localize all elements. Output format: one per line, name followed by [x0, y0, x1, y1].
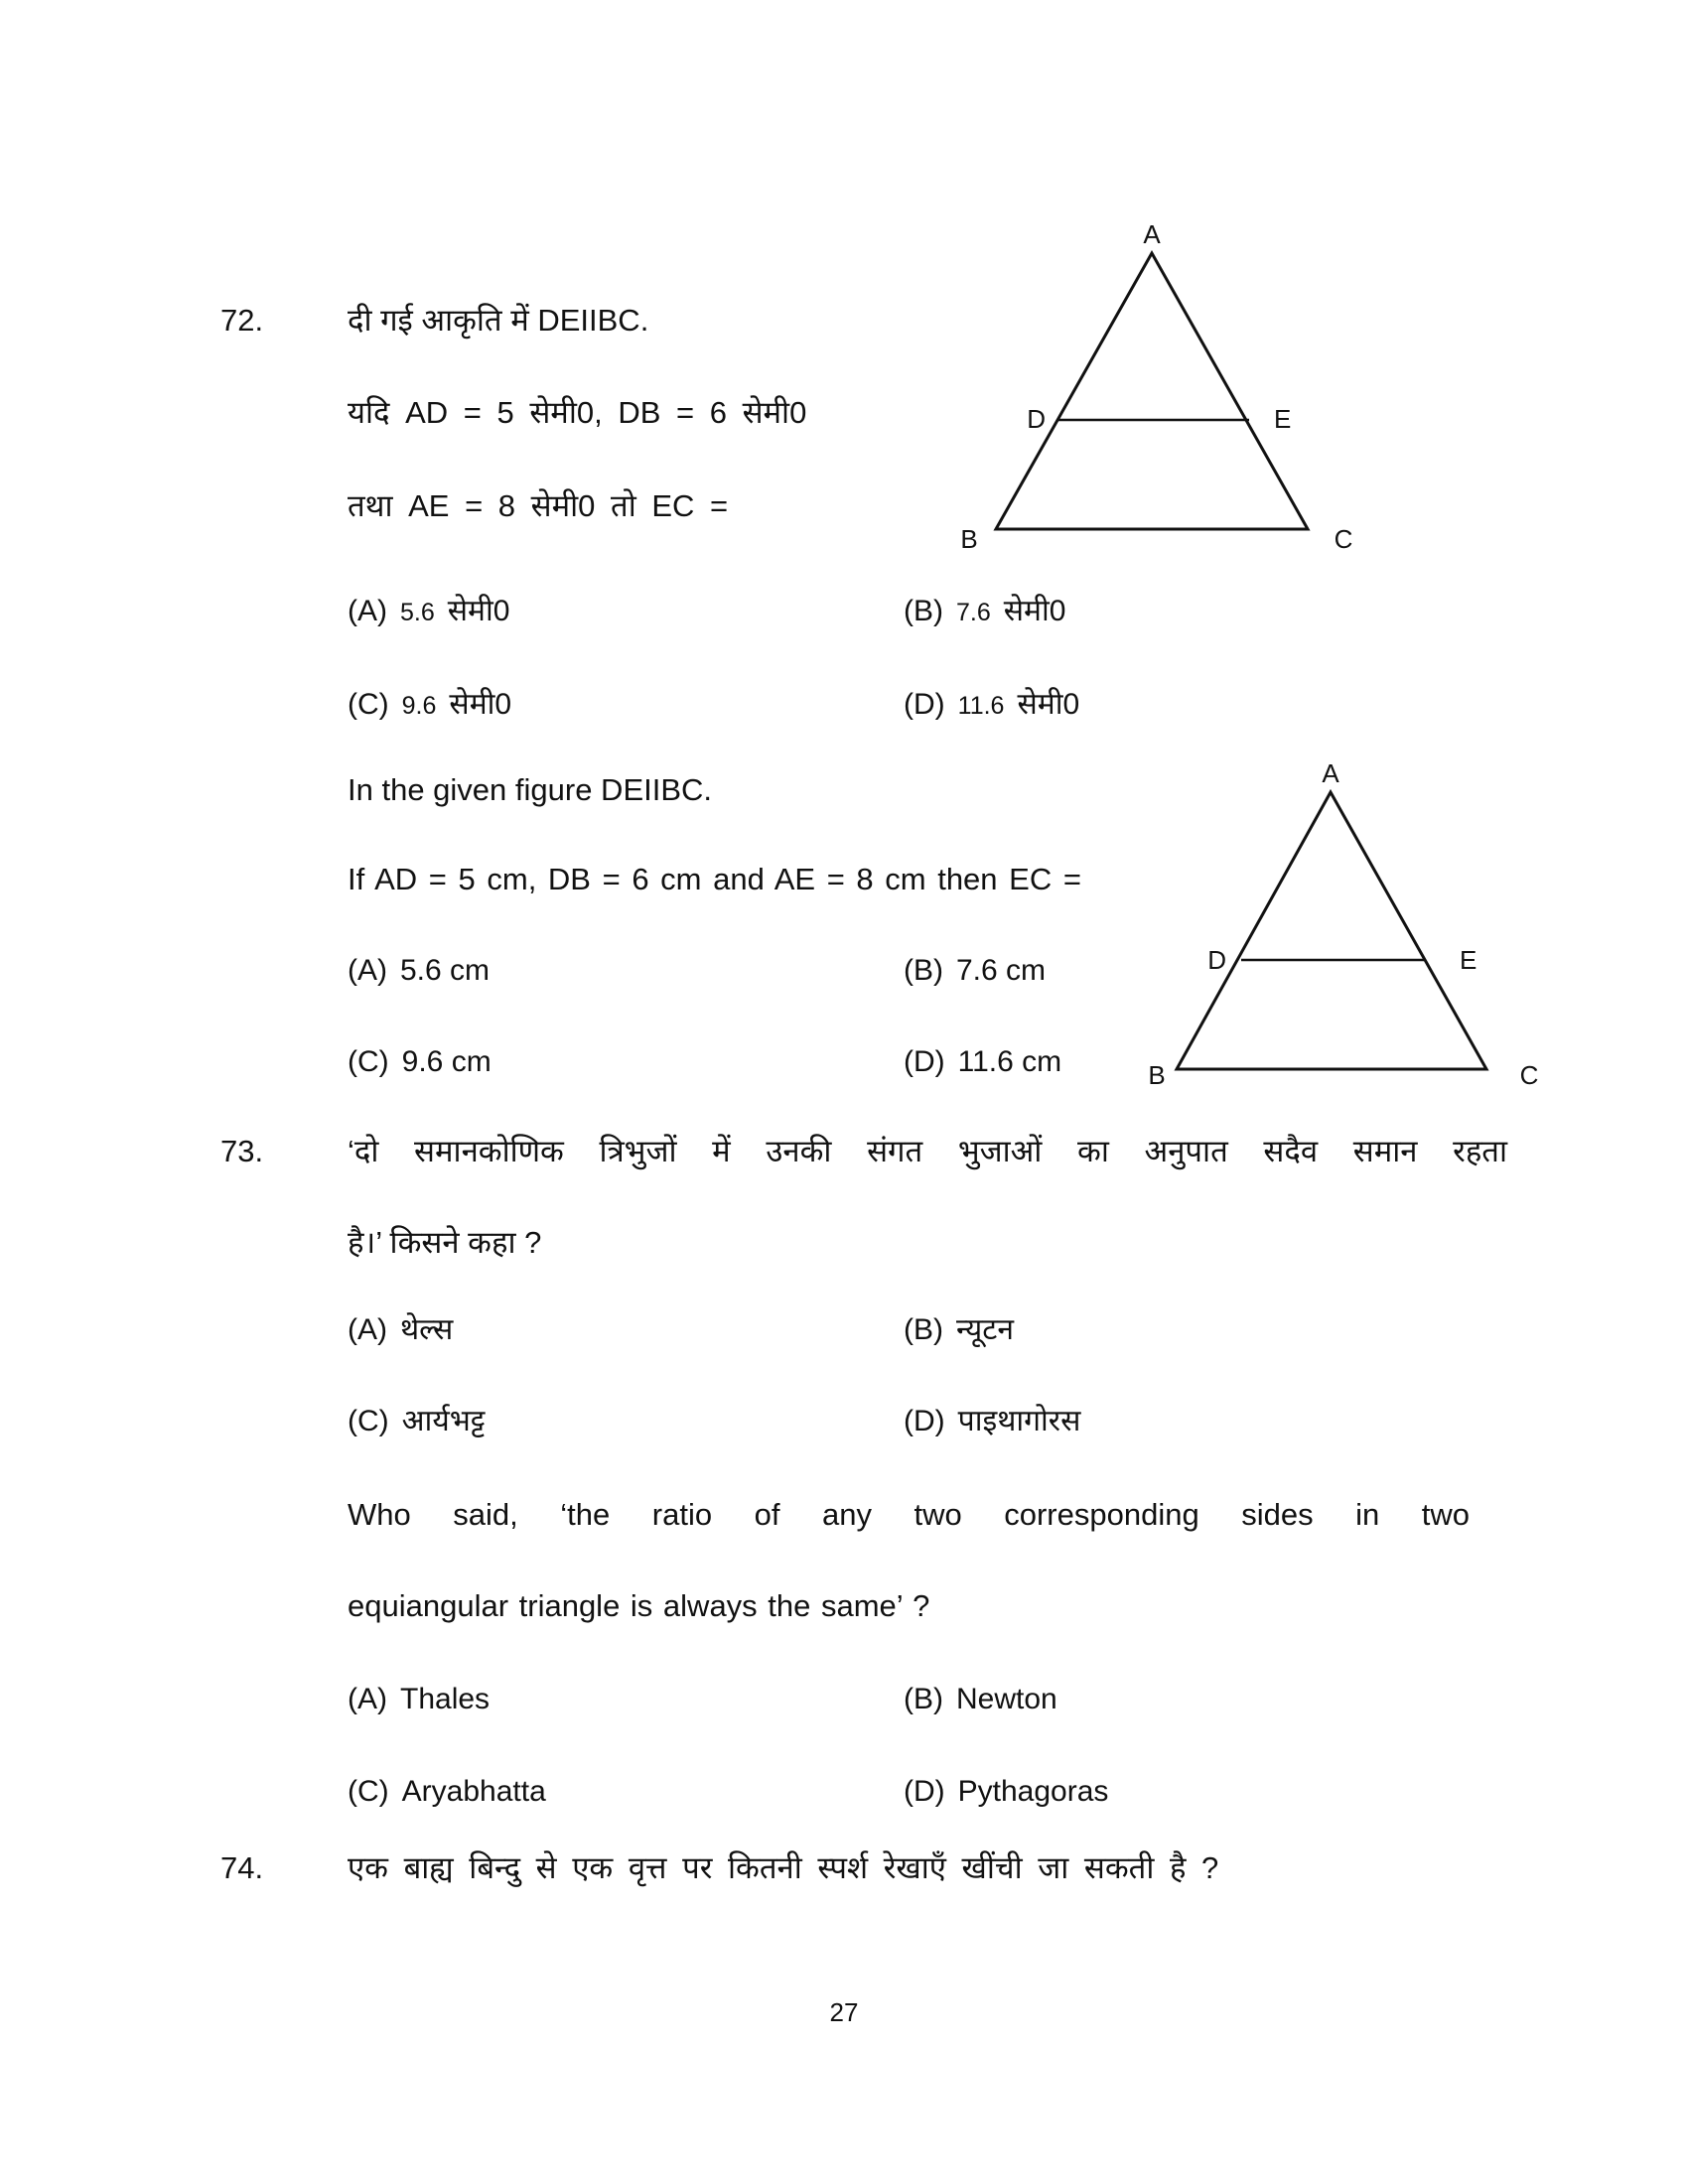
- option-value: Thales: [400, 1683, 491, 1715]
- q74-hindi-line1: एक बाह्य बिन्दु से एक वृत्त पर कितनी स्पर्श रेखाएँ खींची जा सकती है ?: [348, 1850, 1219, 1885]
- option-value: आर्यभट्ट: [401, 1405, 486, 1437]
- triangle-figure-hindi: [941, 189, 1378, 576]
- option-label: (A): [348, 954, 387, 987]
- option-b: [904, 1310, 1014, 1350]
- vertex-label-a: A: [1143, 219, 1161, 249]
- option-label: (D): [904, 1775, 945, 1808]
- q72-hindi-options-row2: [348, 685, 1549, 729]
- q73-english-line1: Who said, ‘the ratio of any two corresponding sides in two: [348, 1497, 1470, 1532]
- option-label: (A): [348, 1313, 387, 1346]
- option-value: 7.6: [956, 599, 991, 626]
- vertex-label-c: C: [1519, 1060, 1539, 1090]
- option-d: [904, 1042, 1061, 1082]
- option-value: 11.6 cm: [957, 1045, 1062, 1078]
- option-b: [904, 1680, 1057, 1719]
- question-72-number: 72.: [220, 303, 264, 338]
- option-label: (B): [904, 1683, 943, 1715]
- q72-english-line2: If AD = 5 cm, DB = 6 cm and AE = 8 cm then EC =: [348, 862, 1081, 896]
- option-a: [348, 592, 509, 632]
- option-label: (A): [348, 1683, 387, 1715]
- vertex-label-e: E: [1274, 404, 1292, 434]
- option-unit: सेमी0: [1003, 595, 1066, 627]
- option-unit: सेमी0: [1017, 688, 1080, 721]
- question-74-number: 74.: [220, 1850, 264, 1885]
- vertex-label-d: D: [1207, 945, 1226, 975]
- option-value: 5.6: [400, 599, 435, 626]
- option-unit: सेमी0: [449, 688, 512, 721]
- vertex-label-d: D: [1027, 404, 1046, 434]
- q72-hindi-options-row1: [348, 592, 1549, 635]
- triangle-outline: [996, 253, 1308, 529]
- option-d: [904, 1772, 1108, 1812]
- option-value: Newton: [956, 1683, 1057, 1715]
- vertex-label-b: B: [1148, 1060, 1166, 1090]
- q73-hindi-line1: ‘दो समानकोणिक त्रिभुजों में उनकी संगत भुजाओं का अनुपात सदैव समान रहता: [348, 1134, 1507, 1168]
- q72-hindi-line3: तथा AE = 8 सेमी0 तो EC =: [348, 488, 729, 523]
- option-c: [348, 1042, 492, 1082]
- q72-hindi-line1: दी गई आकृति में DEIIBC.: [348, 303, 649, 338]
- q73-hindi-options-row1: [348, 1310, 1549, 1354]
- vertex-label-b: B: [960, 524, 978, 554]
- option-value: Aryabhatta: [401, 1775, 546, 1808]
- option-b: [904, 951, 1046, 991]
- vertex-label-a: A: [1322, 758, 1339, 788]
- option-value: 9.6 cm: [401, 1045, 492, 1078]
- option-label: (C): [348, 1045, 389, 1078]
- option-c: [348, 1772, 546, 1812]
- option-unit: सेमी0: [447, 595, 510, 627]
- option-label: (C): [348, 1405, 389, 1437]
- option-d: [904, 1402, 1080, 1441]
- q72-hindi-line2: यदि AD = 5 सेमी0, DB = 6 सेमी0: [348, 395, 807, 430]
- option-value: थेल्स: [400, 1313, 454, 1346]
- q72-english-options-row1: [348, 951, 1549, 995]
- q73-english-options-row2: [348, 1772, 1549, 1816]
- triangle-outline: [1177, 792, 1486, 1069]
- q72-english-line1: In the given figure DEIIBC.: [348, 772, 713, 807]
- q73-hindi-line2: है।’ किसने कहा ?: [348, 1225, 542, 1260]
- option-label: (D): [904, 1405, 945, 1437]
- option-label: (D): [904, 1045, 945, 1078]
- option-value: 11.6: [957, 692, 1005, 720]
- option-c: [348, 685, 511, 726]
- option-a: [348, 1310, 453, 1350]
- option-c: [348, 1402, 485, 1441]
- option-a: [348, 1680, 490, 1719]
- option-value: 9.6: [401, 692, 437, 720]
- option-label: (D): [904, 688, 945, 721]
- q73-english-options-row1: [348, 1680, 1549, 1723]
- option-value: 5.6 cm: [400, 954, 491, 987]
- option-label: (B): [904, 595, 943, 627]
- vertex-label-c: C: [1334, 524, 1353, 554]
- option-label: (C): [348, 1775, 389, 1808]
- option-value: पाइथागोरस: [957, 1405, 1081, 1437]
- option-value: Pythagoras: [957, 1775, 1109, 1808]
- option-value: न्यूटन: [956, 1313, 1015, 1346]
- option-label: (C): [348, 688, 389, 721]
- option-a: [348, 951, 490, 991]
- page-number: 27: [829, 1997, 859, 2027]
- question-73-number: 73.: [220, 1134, 264, 1168]
- option-label: (B): [904, 1313, 943, 1346]
- vertex-label-e: E: [1460, 945, 1477, 975]
- option-value: 7.6 cm: [956, 954, 1047, 987]
- option-label: (A): [348, 595, 387, 627]
- q73-english-line2: equiangular triangle is always the same’ ?: [348, 1588, 930, 1623]
- option-label: (B): [904, 954, 943, 987]
- option-b: [904, 592, 1065, 632]
- q73-hindi-options-row2: [348, 1402, 1549, 1445]
- option-d: [904, 685, 1079, 726]
- q72-english-options-row2: [348, 1042, 1549, 1086]
